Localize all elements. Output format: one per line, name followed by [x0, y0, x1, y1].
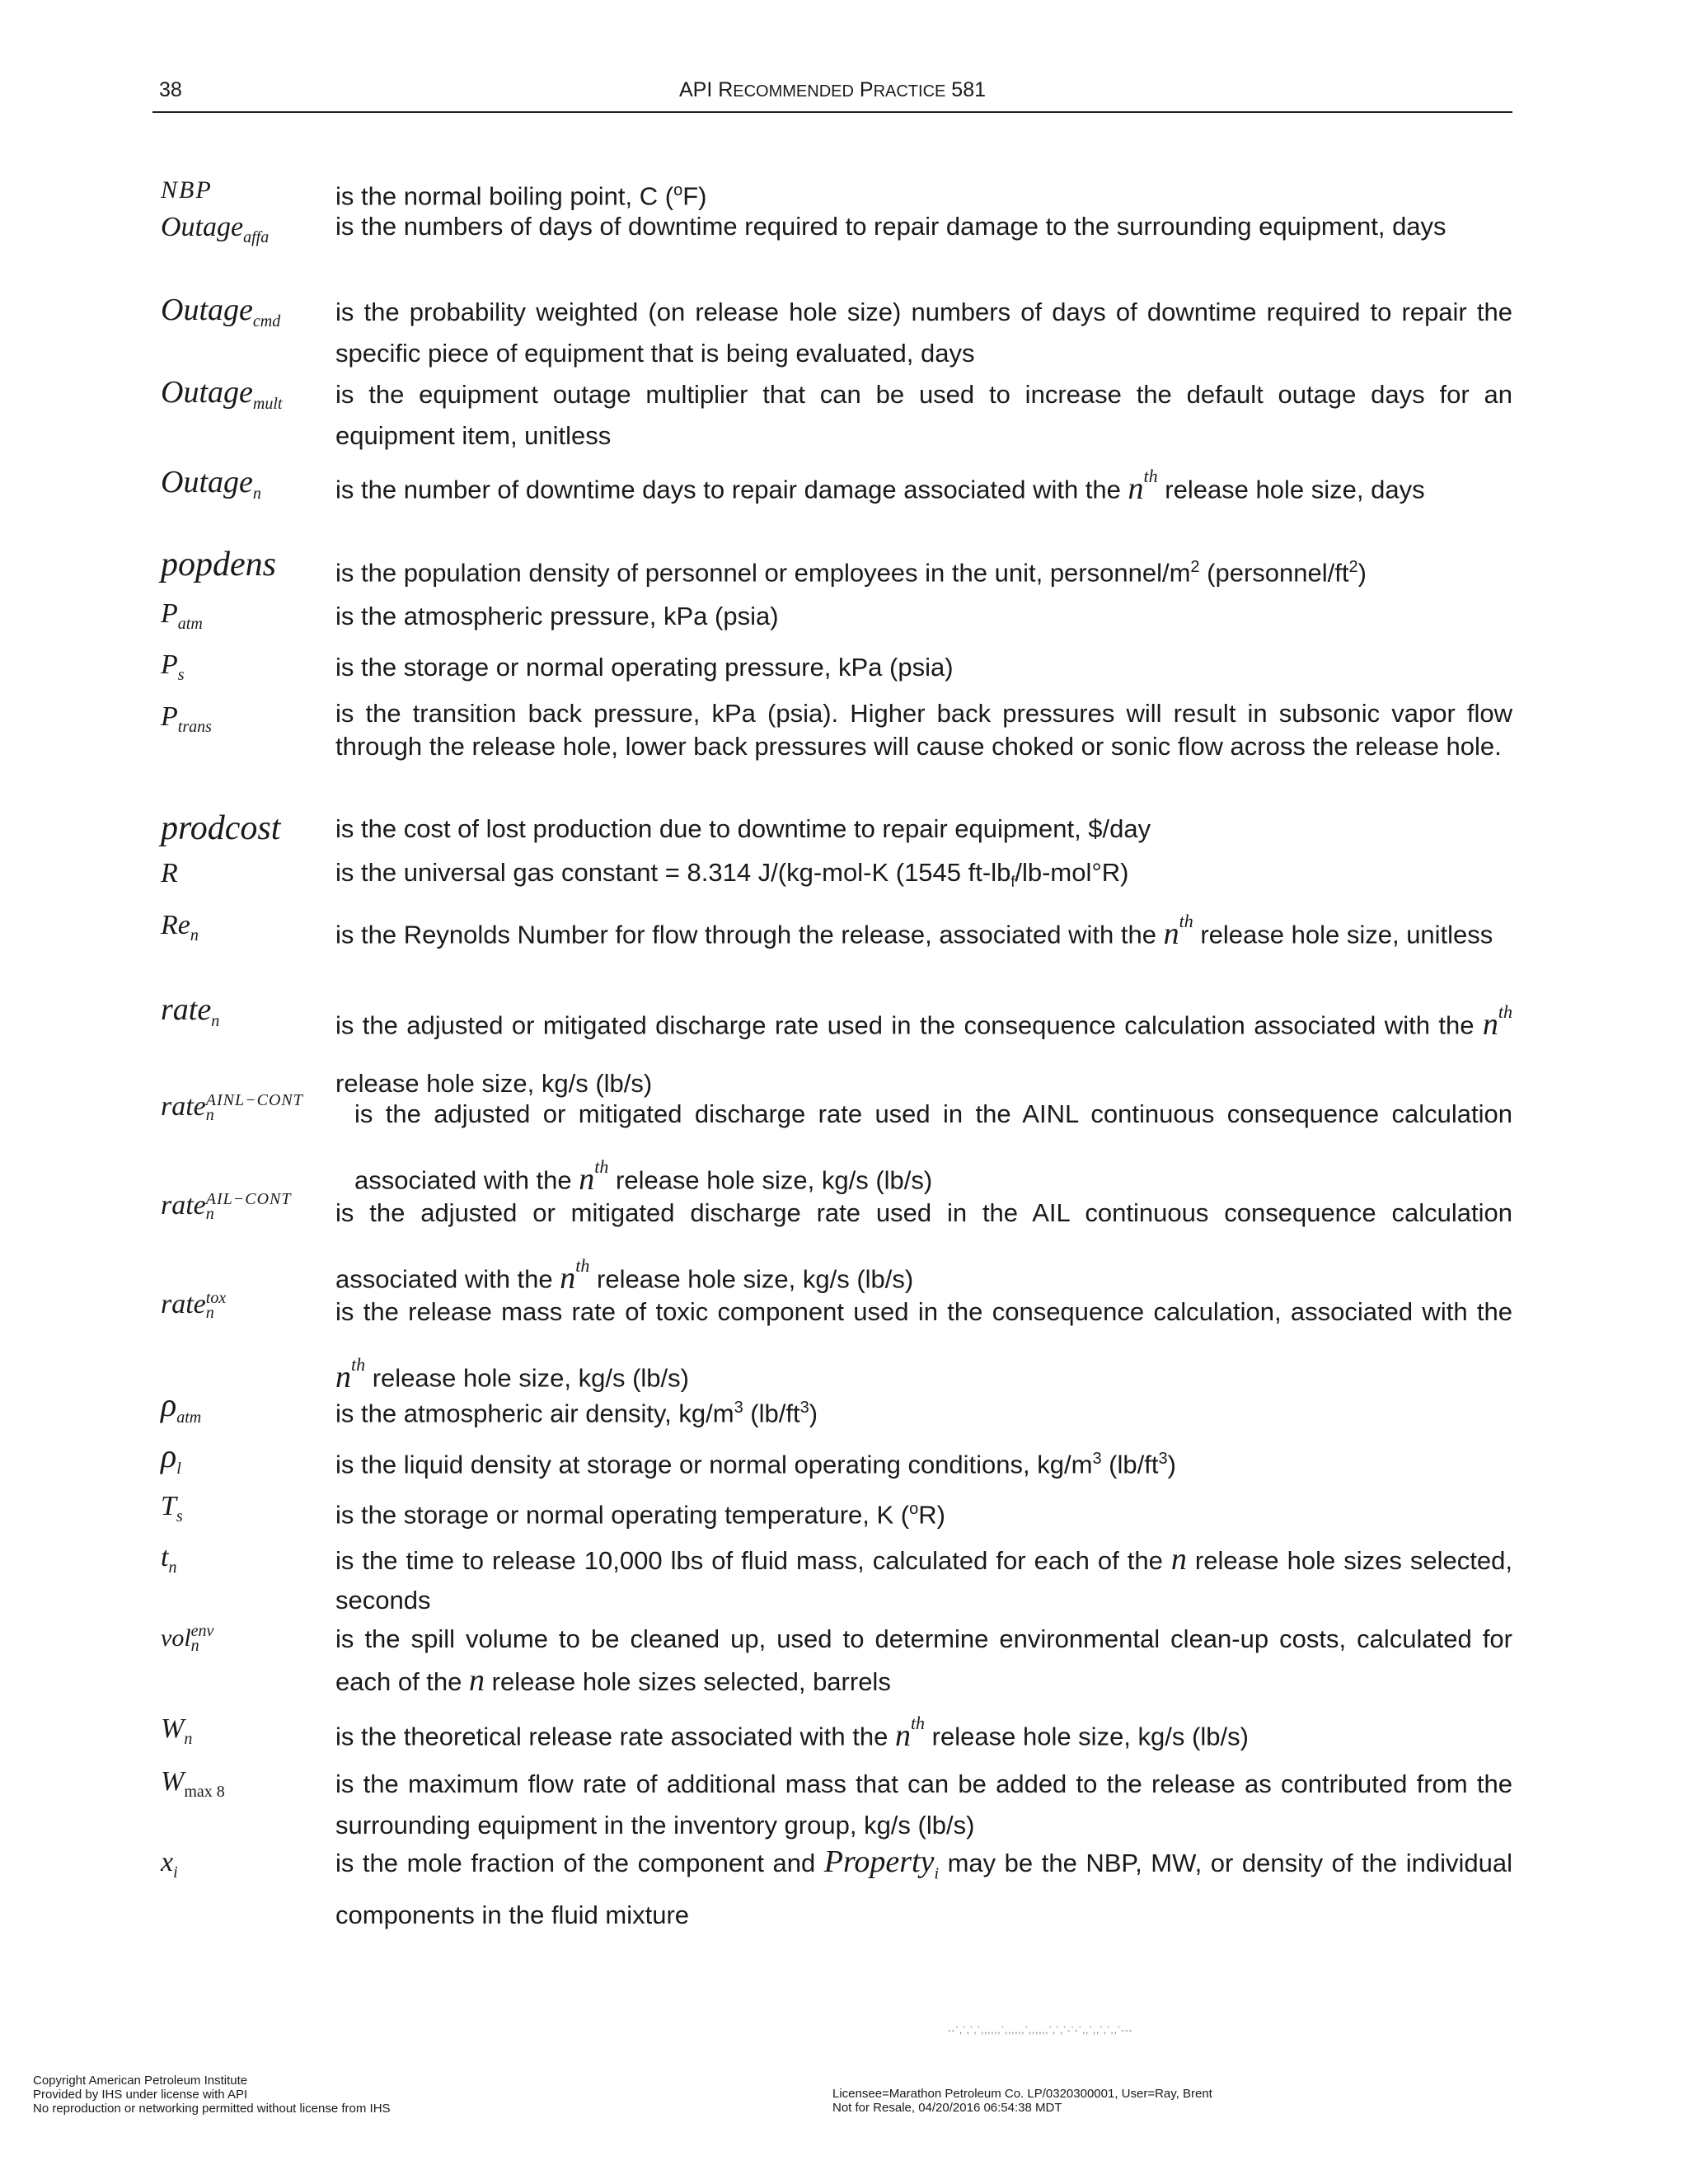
description-re-n: is the Reynolds Number for flow through the release, associated with the $n^{th}$ release hole size, unitless	[335, 911, 1493, 951]
description-p-trans: is the transition back pressure, kPa (psia). Higher back pressures will result in subsonic vapor flow through the release hole, lower back pressures will cause choked or sonic flow across the release hole.	[335, 699, 1512, 761]
page-number: 38	[159, 78, 182, 101]
symbol-outage-mult: Outage$_{mult}$	[161, 375, 283, 413]
symbol-w-n: $W_n$	[161, 1713, 193, 1748]
symbol-r: R	[161, 858, 178, 888]
symbol-rate-n: rate$_n$	[161, 992, 220, 1030]
description-nbp: is the normal boiling point, C ($^o$F)	[335, 181, 707, 211]
description-t-n: is the time to release 10,000 lbs of fluid mass, calculated for each of the n release hole sizes selected, seconds	[335, 1542, 1512, 1615]
description-vol-env: is the spill volume to be cleaned up, used to determine environmental clean-up costs, calculated for each of the n release hole sizes selected, barrels	[335, 1624, 1512, 1698]
scan-artifact: --`,`,`,`,,,,,,`,,,,,,`,,,,,,`,`,`-`-`,,`,,`,`,,`---	[948, 2026, 1133, 2036]
math-n-th: $n^{th}$	[1482, 1001, 1512, 1042]
description-outage-affa: is the numbers of days of downtime required to repair damage to the surrounding equipment, days	[335, 212, 1447, 241]
symbol-rate-ail-cont: rate AIL−CONT n	[161, 1190, 292, 1223]
math-n-th: $n^{th}$	[894, 1713, 926, 1753]
description-outage-cmd: is the probability weighted (on release hole size) numbers of days of downtime required to repair the specific piece of equipment that is being evaluated, days	[335, 298, 1512, 368]
math-n-th: $n^{th}$	[579, 1156, 609, 1197]
description-t-s: is the storage or normal operating temperature, K ($^o$R)	[335, 1500, 945, 1530]
symbol-p-atm: $P_{atm}$	[161, 598, 203, 633]
page-header	[152, 78, 1512, 113]
copyright-notice: Copyright American Petroleum Institute Provided by IHS under license with API No reproduction or networking permitted without license from IHS	[33, 2074, 391, 2116]
symbol-rate-ainl-cont: rate AINL−CONT n	[161, 1091, 303, 1124]
symbol-outage-affa: Outage$_{affa}$	[161, 212, 270, 246]
symbol-t-n: $t_n$	[161, 1542, 177, 1577]
description-p-atm: is the atmospheric pressure, kPa (psia)	[335, 602, 779, 630]
symbol-vol-env: vol env n	[161, 1622, 214, 1655]
symbol-rho-l: $\rho_l$	[161, 1437, 181, 1478]
symbol-t-s: $T_s$	[161, 1491, 183, 1526]
symbol-outage-cmd: Outage$_{cmd}$	[161, 293, 281, 330]
description-p-s: is the storage or normal operating pressure, kPa (psia)	[335, 653, 954, 682]
symbol-outage-n: Outage$_n$	[161, 465, 261, 503]
description-rho-atm: is the atmospheric air density, $kg/m^3$ $(lb/ft^3)$	[335, 1399, 818, 1428]
symbol-p-trans: $P_{trans}$	[161, 701, 212, 736]
description-rate-n: is the adjusted or mitigated discharge rate used in the consequence calculation associated with the $n^{th}$ release hole size, kg/s (lb/s)	[335, 1001, 1512, 1098]
symbol-popdens: popdens	[161, 546, 276, 583]
description-w-n: is the theoretical release rate associated with the $n^{th}$ release hole size, kg/s (lb/s)	[335, 1713, 1249, 1753]
symbol-re-n: $Re_n$	[161, 910, 199, 944]
symbol-prodcost: prodcost	[161, 809, 281, 847]
description-rate-tox: is the release mass rate of toxic component used in the consequence calculation, associated with the $n^{th}$ release hole size, kg/s (lb/s)	[335, 1297, 1512, 1394]
description-rho-l: is the liquid density at storage or normal operating conditions, $kg/m^3$ $(lb/ft^3)$	[335, 1450, 1176, 1479]
description-outage-mult: is the equipment outage multiplier that can be used to increase the default outage days for an equipment item, unitless	[335, 380, 1512, 450]
description-x-i: is the mole fraction of the component and Property$_i$ may be the NBP, MW, or density of the individual components in the fluid mixture	[335, 1844, 1512, 1929]
licensee-notice: Licensee=Marathon Petroleum Co. LP/0320300001, User=Ray, Brent Not for Resale, 04/20/2016 06:54:38 MDT	[832, 2087, 1212, 2115]
symbol-w-max8: $W_{max 8}$	[161, 1766, 225, 1801]
math-n-th: $n^{th}$	[1163, 911, 1193, 951]
symbol-rho-atm: $\rho_{atm}$	[161, 1386, 202, 1427]
math-n-th: $n^{th}$	[1128, 466, 1158, 506]
description-popdens: is the population density of personnel or employees in the unit, personnel/$m^2$ $(personnel/ft^2)$	[335, 558, 1367, 588]
math-n-th: $n^{th}$	[335, 1354, 366, 1394]
math-property-i: Property$_i$	[823, 1844, 940, 1883]
math-n-th: $n^{th}$	[560, 1255, 590, 1296]
symbol-x-i: $x_i$	[161, 1847, 178, 1882]
symbol-p-s: $P_s$	[161, 649, 185, 684]
symbol-nbp: NBP	[161, 176, 213, 204]
description-outage-n: is the number of downtime days to repair damage associated with the $n^{th}$ release hole size, days	[335, 466, 1425, 506]
description-rate-ail-cont: is the adjusted or mitigated discharge rate used in the AIL continuous consequence calculation associated with the $n^{th}$ release hole size, kg/s (lb/s)	[335, 1198, 1512, 1296]
description-r: is the universal gas constant = 8.314 J/(kg-mol-K (1545 $ft-lb_f/lb-mol^\circ R$)	[335, 858, 1129, 891]
symbol-rate-tox: rate tox n	[161, 1289, 227, 1322]
description-prodcost: is the cost of lost production due to downtime to repair equipment, $/day	[335, 814, 1151, 843]
running-title: API RECOMMENDED PRACTICE 581	[678, 78, 987, 101]
description-w-max8: is the maximum flow rate of additional mass that can be added to the release as contributed from the surrounding equipment in the inventory group, kg/s (lb/s)	[335, 1769, 1512, 1840]
description-rate-ainl-cont: is the adjusted or mitigated discharge rate used in the AINL continuous consequence calculation associated with the $n^{th}$ release hole size, kg/s (lb/s)	[354, 1099, 1512, 1197]
